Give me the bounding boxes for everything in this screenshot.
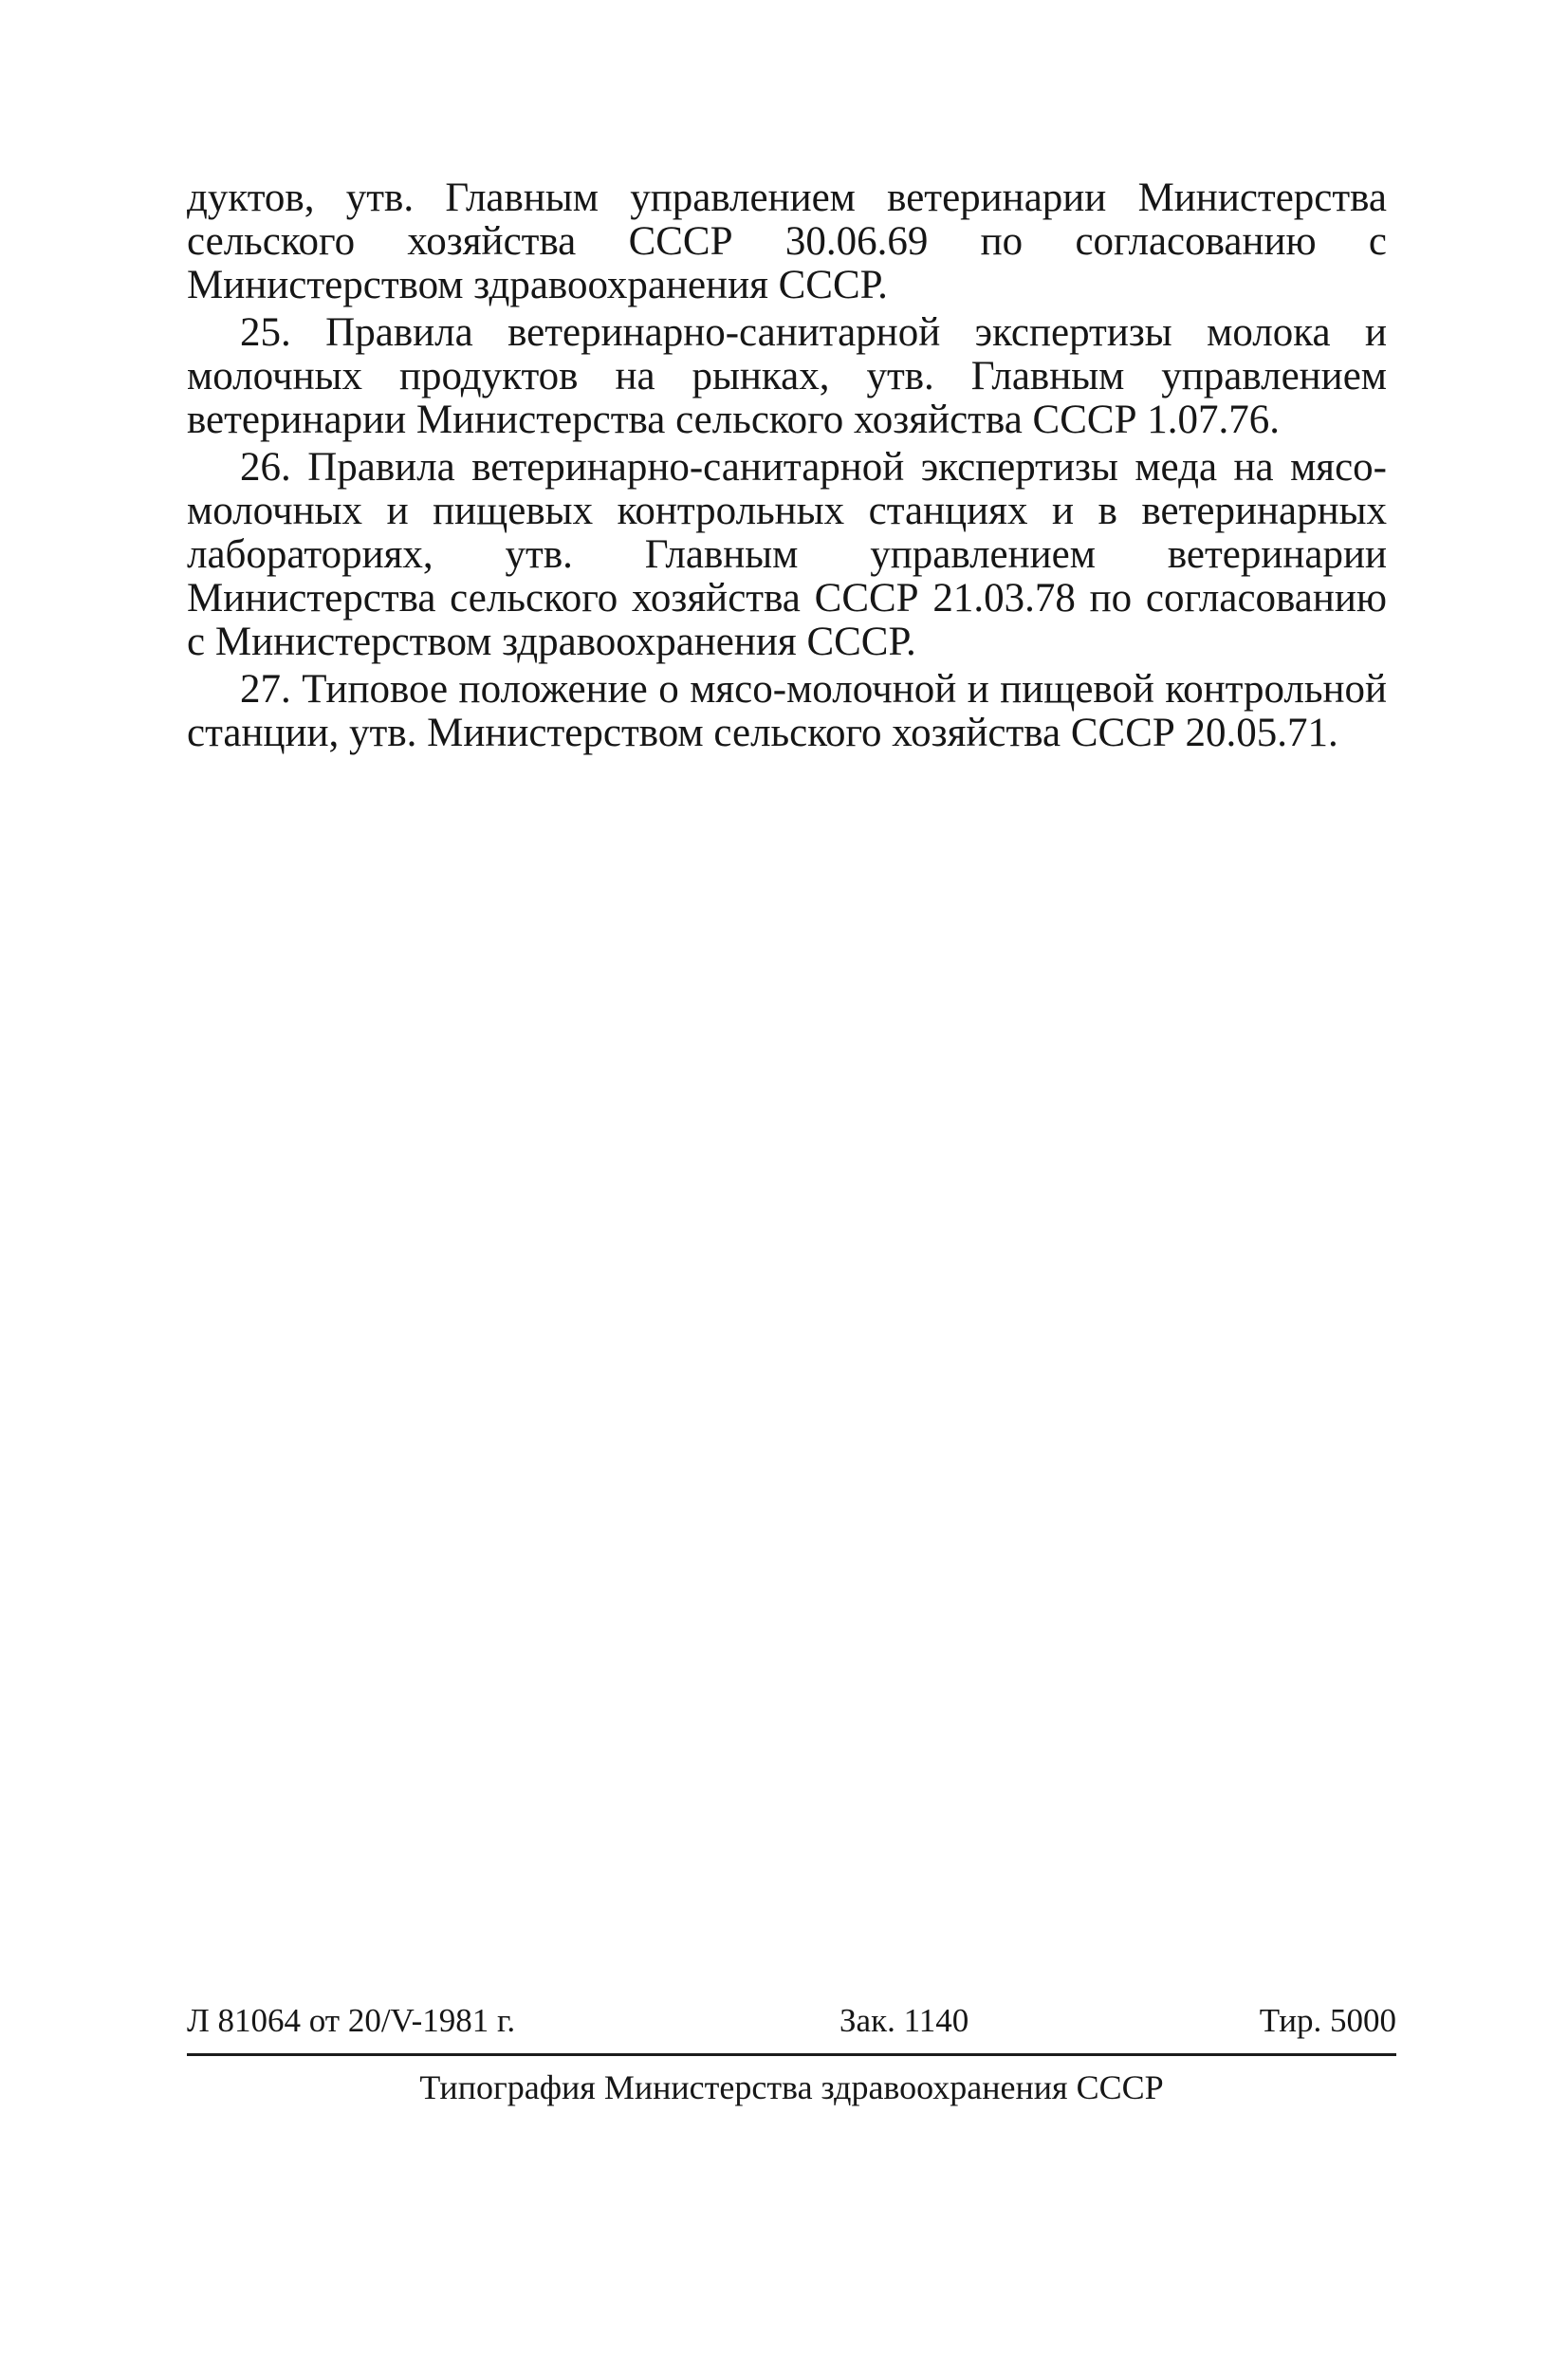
reference-item-25: 25. Правила ветеринарно-санитарной экспертизы молока и молочных продуктов на рынках, утв. Главным управлением ветеринарии Министерства сельского хозяйства СССР 1.07.76. [187,310,1387,442]
imprint-order: Зак. 1140 [839,2002,969,2039]
imprint-print-run: Тир. 5000 [1259,2002,1396,2039]
imprint-license: Л 81064 от 20/V-1981 г. [187,2002,516,2039]
reference-item-26: 26. Правила ветеринарно-санитарной экспертизы меда на мясо-молочных и пищевых контрольных станциях и в ветеринарных лабораториях, утв. Главным управлением ветеринарии Министерства сельского хозяйства СССР 21.03.78 по согласованию с Министерством здравоохранения СССР. [187,445,1387,664]
reference-continuation: дуктов, утв. Главным управлением ветеринарии Министерства сельского хозяйства СССР 30.06.69 по согласованию с Министерством здравоохранения СССР. [187,176,1387,307]
imprint-line [187,2002,1396,2059]
reference-item-27: 27. Типовое положение о мясо-молочной и пищевой контрольной станции, утв. Министерством сельского хозяйства СССР 20.05.71. [187,667,1387,755]
reference-list [187,176,1387,759]
imprint-divider [187,2053,1396,2056]
printer-name: Типография Министерства здравоохранения СССР [419,2068,1164,2106]
